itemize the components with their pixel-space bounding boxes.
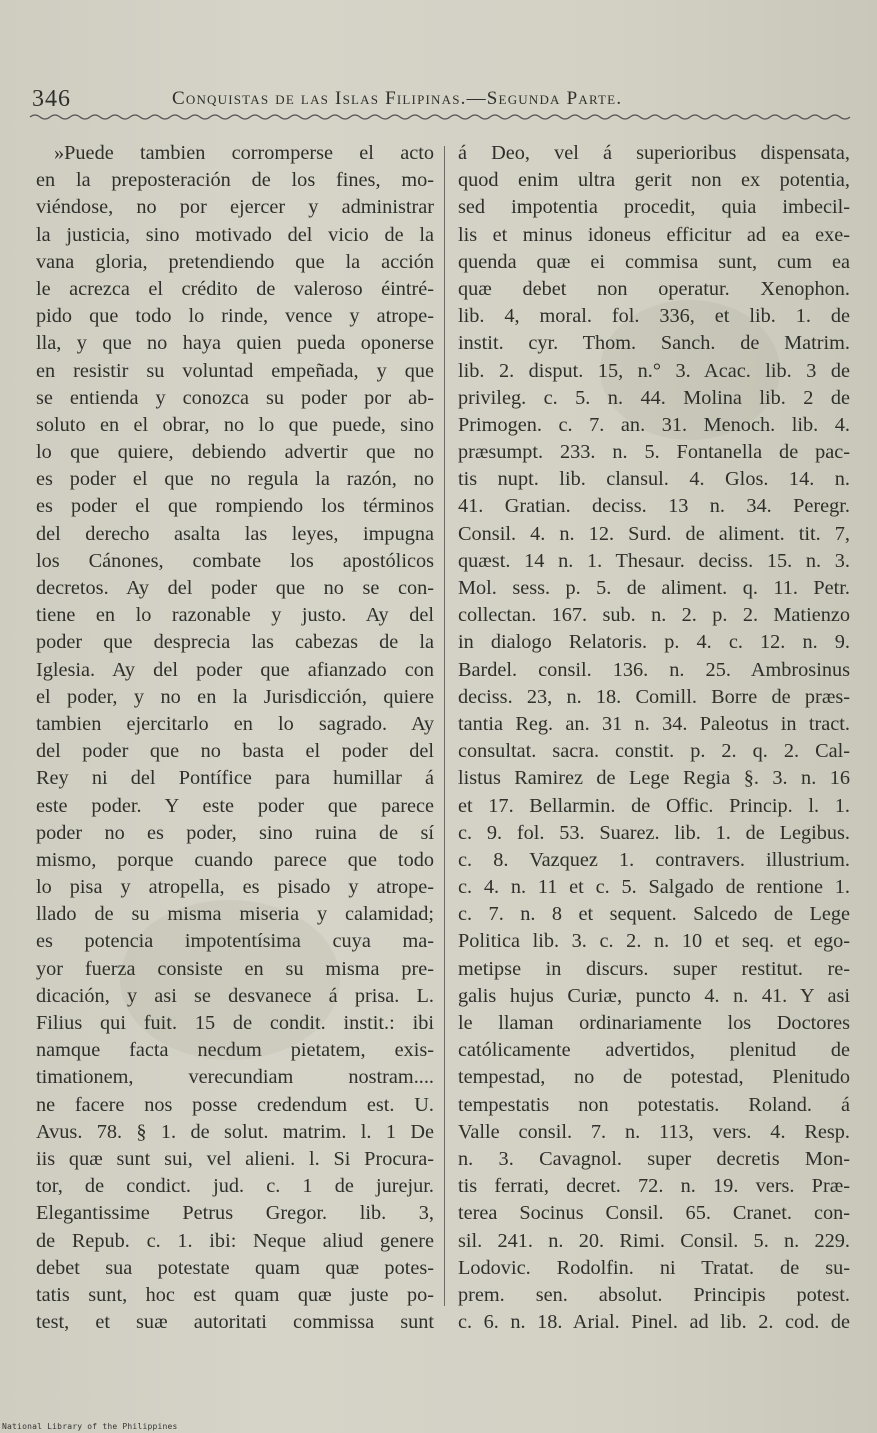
text-line: Avus. 78. § 1. de solut. matrim. l. 1 De xyxy=(36,1120,434,1143)
text-line: el poder, y no en la Jurisdicción, quiere xyxy=(36,685,434,708)
text-line: tambien ejercitarlo en lo sagrado. Ay xyxy=(36,712,434,735)
text-line: quenda quæ ei commisa sunt, cum ea xyxy=(458,250,850,273)
text-line: 41. Gratian. deciss. 13 n. 34. Peregr. xyxy=(458,495,850,518)
text-line: tis ferrati, decret. 72. n. 19. vers. Præ- xyxy=(458,1175,850,1198)
text-line: llado de su misma miseria y calamidad; xyxy=(36,903,434,926)
text-line: tor, de condict. jud. c. 1 de jurejur. xyxy=(36,1175,434,1198)
text-line: católicamente advertidos, plenitud de xyxy=(458,1039,850,1062)
text-line: en la preposteración de los fines, mo- xyxy=(36,169,434,192)
text-line: c. 8. Vazquez 1. contravers. illustrium. xyxy=(458,848,850,871)
text-line: in dialogo Relatoris. p. 4. c. 12. n. 9. xyxy=(458,631,850,654)
text-line: quod enim ultra gerit non ex potentia, xyxy=(458,169,850,192)
text-line: se entienda y conozca su poder por ab- xyxy=(36,386,434,409)
text-line: lla, y que no haya quien pueda oponerse xyxy=(36,332,434,355)
text-line: Valle consil. 7. n. 113, vers. 4. Resp. xyxy=(458,1120,850,1143)
text-line: iis quæ sunt sui, vel alieni. l. Si Procura- xyxy=(36,1147,434,1170)
text-line: viéndose, no por ejercer y administrar xyxy=(36,196,434,219)
text-line: collectan. 167. sub. n. 2. p. 2. Matienzo xyxy=(458,604,850,627)
text-line: del poder que no basta el poder del xyxy=(36,740,434,763)
header-wavy-rule xyxy=(30,112,850,122)
text-line: este poder. Y este poder que parece xyxy=(36,794,434,817)
text-line: dicación, y asi se desvanece á prisa. L. xyxy=(36,984,434,1007)
text-line: Elegantissime Petrus Gregor. lib. 3, xyxy=(36,1202,434,1225)
text-line: tiene en lo razonable y justo. Ay del xyxy=(36,604,434,627)
text-line: sil. 241. n. 20. Rimi. Consil. 5. n. 229. xyxy=(458,1229,850,1252)
text-line: consultat. sacra. constit. p. 2. q. 2. Cal- xyxy=(458,740,850,763)
text-line: instit. cyr. Thom. Sanch. de Matrim. xyxy=(458,332,850,355)
text-line: n. 3. Cavagnol. super decretis Mon- xyxy=(458,1147,850,1170)
text-line: los Cánones, combate los apostólicos xyxy=(36,549,434,572)
text-line: Primogen. c. 7. an. 31. Menoch. lib. 4. xyxy=(458,413,850,436)
text-line: c. 6. n. 18. Arial. Pinel. ad lib. 2. cod. de xyxy=(458,1311,850,1334)
text-line: vana gloria, pretendiendo que la acción xyxy=(36,250,434,273)
text-line: ne facere nos posse credendum est. U. xyxy=(36,1093,434,1116)
text-line: et 17. Bellarmin. de Offic. Princip. l. 1. xyxy=(458,794,850,817)
text-line: del derecho asalta las leyes, impugna xyxy=(36,522,434,545)
text-line: á Deo, vel á superioribus dispensata, xyxy=(458,142,850,164)
text-line: en resistir su voluntad empeñada, y que xyxy=(36,359,434,382)
text-line: prem. sen. absolut. Principis potest. xyxy=(458,1283,850,1306)
text-line: »Puede tambien corromperse el acto xyxy=(54,142,434,164)
text-line: tempestatis non potestatis. Roland. á xyxy=(458,1093,850,1116)
text-line: test, et suæ autoritati commissa sunt xyxy=(36,1311,434,1334)
text-line: pido que todo lo rinde, vence y atrope- xyxy=(36,305,434,328)
text-line: lo pisa y atropella, es pisado y atrope- xyxy=(36,876,434,899)
text-line: tempestad, no de potestad, Plenitudo xyxy=(458,1066,850,1089)
text-line: yor fuerza consiste en su misma pre- xyxy=(36,957,434,980)
text-line: Mol. sess. p. 5. de aliment. q. 11. Petr. xyxy=(458,577,850,599)
text-line: debet sua potestate quam quæ potes- xyxy=(36,1256,434,1279)
text-line: Bardel. consil. 136. n. 25. Ambrosinus xyxy=(458,658,850,681)
text-line: poder no es poder, sino ruina de sí xyxy=(36,821,434,844)
text-line: deciss. 23, n. 18. Comill. Borre de præs- xyxy=(458,685,850,708)
text-line: es poder el que no regula la razón, no xyxy=(36,468,434,491)
text-line: privileg. c. 5. n. 44. Molina lib. 2 de xyxy=(458,386,850,409)
text-line: c. 7. n. 8 et sequent. Salcedo de Lege xyxy=(458,903,850,926)
text-line: le acrezca el crédito de valeroso éintré- xyxy=(36,277,434,300)
text-line: mismo, porque cuando parece que todo xyxy=(36,848,434,871)
text-line: es poder el que rompiendo los términos xyxy=(36,495,434,518)
text-line: Lodovic. Rodolfin. ni Tratat. de su- xyxy=(458,1256,850,1279)
text-line: terea Socinus Consil. 65. Cranet. con- xyxy=(458,1202,850,1225)
text-line: poder que desprecia las cabezas de la xyxy=(36,631,434,654)
text-line: listus Ramirez de Lege Regia §. 3. n. 16 xyxy=(458,767,850,790)
text-line: tantia Reg. an. 31 n. 34. Paleotus in tract. xyxy=(458,712,850,735)
text-line: c. 9. fol. 53. Suarez. lib. 1. de Legibus. xyxy=(458,821,850,844)
text-line: metipse in discurs. super restitut. re- xyxy=(458,957,850,980)
text-line: lis et minus idoneus efficitur ad ea exe- xyxy=(458,223,850,246)
page-header xyxy=(32,80,852,112)
text-line: de Repub. c. 1. ibi: Neque aliud genere xyxy=(36,1229,434,1252)
text-line: sed impotentia procedit, quia imbecil- xyxy=(458,196,850,219)
text-line: quæst. 14 n. 1. Thesaur. deciss. 15. n. 3. xyxy=(458,549,850,572)
text-line: tis nupt. lib. clansul. 4. Glos. 14. n. xyxy=(458,468,850,491)
text-line: la justicia, sino motivado del vicio de la xyxy=(36,223,434,246)
footer-credit: National Library of the Philippines xyxy=(2,1422,178,1431)
text-line: Consil. 4. n. 12. Surd. de aliment. tit. 7, xyxy=(458,522,850,545)
text-line: lib. 4, moral. fol. 336, et lib. 1. de xyxy=(458,305,850,328)
text-line: lib. 2. disput. 15, n.° 3. Acac. lib. 3 de xyxy=(458,359,850,382)
column-divider xyxy=(444,146,445,1306)
running-title: Conquistas de las Islas Filipinas.—Segunda Parte. xyxy=(172,88,623,109)
text-line: Iglesia. Ay del poder que afianzado con xyxy=(36,658,434,681)
text-line: es potencia impotentísima cuya ma- xyxy=(36,930,434,953)
text-line: lo que quiere, debiendo advertir que no xyxy=(36,441,434,464)
text-line: timationem, verecundiam nostram.... xyxy=(36,1066,434,1089)
text-line: præsumpt. 233. n. 5. Fontanella de pac- xyxy=(458,441,850,464)
text-line: le llaman ordinariamente los Doctores xyxy=(458,1012,850,1034)
text-line: Filius qui fuit. 15 de condit. instit.: ibi xyxy=(36,1012,434,1034)
page-number: 346 xyxy=(32,86,71,112)
right-column xyxy=(458,140,850,1334)
text-line: Rey ni del Pontífice para humillar á xyxy=(36,767,434,790)
text-line: decretos. Ay del poder que no se con- xyxy=(36,577,434,599)
text-line: tatis sunt, hoc est quam quæ juste po- xyxy=(36,1283,434,1306)
text-line: soluto en el obrar, no lo que puede, sino xyxy=(36,413,434,436)
text-line: c. 4. n. 11 et c. 5. Salgado de rentione 1. xyxy=(458,876,850,899)
text-line: namque facta necdum pietatem, exis- xyxy=(36,1039,434,1062)
left-column xyxy=(36,140,434,1334)
text-line: quæ debet non operatur. Xenophon. xyxy=(458,277,850,300)
text-line: Politica lib. 3. c. 2. n. 10 et seq. et ego- xyxy=(458,930,850,953)
text-line: galis hujus Curiæ, puncto 4. n. 41. Y asi xyxy=(458,984,850,1007)
